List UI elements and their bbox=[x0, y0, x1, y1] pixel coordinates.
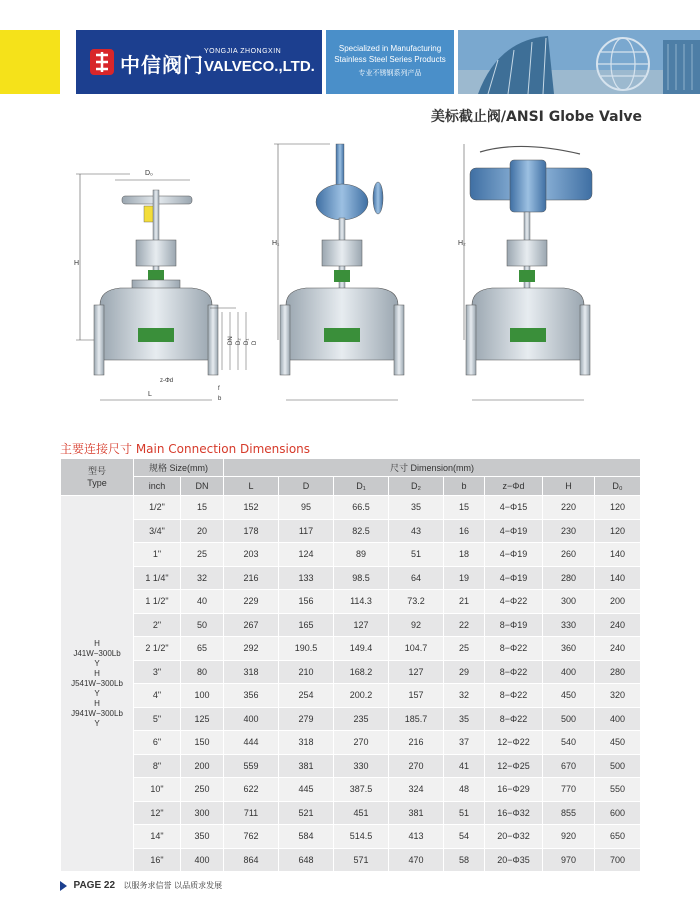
table-row bbox=[61, 778, 641, 802]
table-cell: 4−Φ15 bbox=[485, 496, 543, 520]
table-cell: 21 bbox=[444, 590, 485, 614]
page-footer bbox=[60, 880, 222, 891]
table-cell: 356 bbox=[224, 684, 279, 708]
table-cell: 970 bbox=[543, 848, 595, 872]
logo-pinyin: YONGJIA ZHONGXIN bbox=[204, 48, 282, 55]
table-cell: 210 bbox=[279, 660, 334, 684]
table-cell: 12−Φ22 bbox=[485, 731, 543, 755]
table-cell: 157 bbox=[389, 684, 444, 708]
table-cell: 8" bbox=[134, 754, 181, 778]
table-cell: 400 bbox=[543, 660, 595, 684]
label-D1: D₁ bbox=[244, 338, 250, 345]
table-cell: 550 bbox=[595, 778, 641, 802]
table-cell: 3/4" bbox=[134, 519, 181, 543]
table-cell: 381 bbox=[279, 754, 334, 778]
table-row bbox=[61, 613, 641, 637]
table-cell: 152 bbox=[224, 496, 279, 520]
table-cell: 4−Φ19 bbox=[485, 566, 543, 590]
table-cell: 318 bbox=[279, 731, 334, 755]
table-cell: 98.5 bbox=[334, 566, 389, 590]
table-cell: 762 bbox=[224, 825, 279, 849]
table-cell: 82.5 bbox=[334, 519, 389, 543]
page-title: 美标截止阀/ANSI Globe Valve bbox=[430, 109, 642, 125]
table-cell: 22 bbox=[444, 613, 485, 637]
table-cell: 8−Φ22 bbox=[485, 684, 543, 708]
table-cell: 16" bbox=[134, 848, 181, 872]
table-cell: 648 bbox=[279, 848, 334, 872]
table-cell: 19 bbox=[444, 566, 485, 590]
type-header-en: Type bbox=[87, 478, 107, 488]
table-body bbox=[61, 496, 641, 872]
table-cell: 12−Φ25 bbox=[485, 754, 543, 778]
table-cell: 584 bbox=[279, 825, 334, 849]
column-header: DN bbox=[181, 477, 224, 496]
play-arrow-icon bbox=[60, 881, 67, 891]
table-cell: 300 bbox=[543, 590, 595, 614]
table-cell: 8−Φ22 bbox=[485, 637, 543, 661]
label-H1: H₁ bbox=[272, 240, 280, 247]
type-line: J541W−300Lb bbox=[71, 678, 123, 688]
size-header: 规格 Size(mm) bbox=[134, 459, 224, 477]
type-line: H bbox=[94, 638, 100, 648]
label-b: b bbox=[218, 396, 222, 402]
table-cell: 450 bbox=[595, 731, 641, 755]
table-cell: 127 bbox=[389, 660, 444, 684]
table-cell: 254 bbox=[279, 684, 334, 708]
yellow-tab bbox=[0, 30, 60, 94]
table-cell: 267 bbox=[224, 613, 279, 637]
column-header: z−Φd bbox=[485, 477, 543, 496]
type-header-cn: 型号 bbox=[87, 466, 106, 476]
type-line: J41W−300Lb bbox=[73, 648, 121, 658]
table-cell: 89 bbox=[334, 543, 389, 567]
table-cell: 140 bbox=[595, 543, 641, 567]
table-cell: 20−Φ35 bbox=[485, 848, 543, 872]
table-cell: 451 bbox=[334, 801, 389, 825]
label-D2: D₂ bbox=[236, 338, 242, 345]
table-cell: 1/2" bbox=[134, 496, 181, 520]
footer-slogan: 以服务求信誉 以品质求发展 bbox=[123, 881, 223, 891]
table-cell: 240 bbox=[595, 637, 641, 661]
type-line: J941W−300Lb bbox=[71, 708, 123, 718]
column-header: D bbox=[279, 477, 334, 496]
handwheel-globe-valve-drawing bbox=[74, 170, 258, 402]
column-header: inch bbox=[134, 477, 181, 496]
table-cell: 514.5 bbox=[334, 825, 389, 849]
table-row bbox=[61, 801, 641, 825]
table-cell: 500 bbox=[543, 707, 595, 731]
table-cell: 190.5 bbox=[279, 637, 334, 661]
table-cell: 413 bbox=[389, 825, 444, 849]
table-row bbox=[61, 519, 641, 543]
table-cell: 1 1/4" bbox=[134, 566, 181, 590]
table-cell: 14" bbox=[134, 825, 181, 849]
table-cell: 117 bbox=[279, 519, 334, 543]
company-logo-icon bbox=[88, 47, 116, 77]
table-cell: 15 bbox=[444, 496, 485, 520]
type-line: H bbox=[94, 668, 100, 678]
table-cell: 18 bbox=[444, 543, 485, 567]
table-cell: 216 bbox=[224, 566, 279, 590]
header-photo-graphic bbox=[458, 30, 700, 94]
table-cell: 6" bbox=[134, 731, 181, 755]
table-cell: 168.2 bbox=[334, 660, 389, 684]
table-cell: 203 bbox=[224, 543, 279, 567]
table-cell: 104.7 bbox=[389, 637, 444, 661]
type-line: Y bbox=[94, 688, 100, 698]
label-H: H bbox=[74, 260, 80, 267]
dimension-header: 尺寸 Dimension(mm) bbox=[224, 459, 641, 477]
label-D0: D₀ bbox=[145, 170, 153, 177]
table-cell: 16−Φ32 bbox=[485, 801, 543, 825]
type-cell bbox=[61, 496, 134, 872]
table-cell: 165 bbox=[279, 613, 334, 637]
page-number: PAGE 22 bbox=[73, 880, 116, 892]
table-cell: 260 bbox=[543, 543, 595, 567]
table-cell: 65 bbox=[181, 637, 224, 661]
table-cell: 280 bbox=[543, 566, 595, 590]
table-cell: 381 bbox=[389, 801, 444, 825]
type-header bbox=[61, 459, 134, 496]
table-cell: 559 bbox=[224, 754, 279, 778]
gear-globe-valve-drawing bbox=[272, 144, 404, 400]
company-logo-block bbox=[76, 30, 322, 94]
electric-globe-valve-drawing bbox=[458, 144, 592, 400]
table-cell: 32 bbox=[444, 684, 485, 708]
table-row bbox=[61, 637, 641, 661]
table-cell: 622 bbox=[224, 778, 279, 802]
table-cell: 4−Φ19 bbox=[485, 519, 543, 543]
table-cell: 470 bbox=[389, 848, 444, 872]
table-cell: 270 bbox=[334, 731, 389, 755]
table-cell: 20−Φ32 bbox=[485, 825, 543, 849]
table-cell: 10" bbox=[134, 778, 181, 802]
table-cell: 400 bbox=[595, 707, 641, 731]
table-cell: 8−Φ22 bbox=[485, 707, 543, 731]
table-cell: 200.2 bbox=[334, 684, 389, 708]
table-cell: 600 bbox=[595, 801, 641, 825]
logo-english-name: VALVECO.,LTD. bbox=[204, 58, 315, 75]
table-cell: 3" bbox=[134, 660, 181, 684]
table-cell: 770 bbox=[543, 778, 595, 802]
table-cell: 149.4 bbox=[334, 637, 389, 661]
label-f: f bbox=[218, 386, 220, 392]
label-DN: DN bbox=[228, 336, 234, 345]
table-cell: 40 bbox=[181, 590, 224, 614]
table-cell: 230 bbox=[543, 519, 595, 543]
table-cell: 41 bbox=[444, 754, 485, 778]
table-cell: 127 bbox=[334, 613, 389, 637]
table-cell: 16−Φ29 bbox=[485, 778, 543, 802]
column-header: L bbox=[224, 477, 279, 496]
table-cell: 35 bbox=[389, 496, 444, 520]
table-cell: 16 bbox=[444, 519, 485, 543]
table-cell: 500 bbox=[595, 754, 641, 778]
table-cell: 133 bbox=[279, 566, 334, 590]
table-row bbox=[61, 660, 641, 684]
table-cell: 279 bbox=[279, 707, 334, 731]
table-cell: 64 bbox=[389, 566, 444, 590]
table-cell: 4−Φ22 bbox=[485, 590, 543, 614]
table-cell: 35 bbox=[444, 707, 485, 731]
table-cell: 140 bbox=[595, 566, 641, 590]
table-cell: 387.5 bbox=[334, 778, 389, 802]
column-header: b bbox=[444, 477, 485, 496]
table-cell: 330 bbox=[334, 754, 389, 778]
table-cell: 229 bbox=[224, 590, 279, 614]
table-cell: 855 bbox=[543, 801, 595, 825]
table-cell: 58 bbox=[444, 848, 485, 872]
table-cell: 156 bbox=[279, 590, 334, 614]
table-cell: 200 bbox=[595, 590, 641, 614]
table-cell: 185.7 bbox=[389, 707, 444, 731]
table-cell: 124 bbox=[279, 543, 334, 567]
table-cell: 25 bbox=[181, 543, 224, 567]
type-line: Y bbox=[94, 658, 100, 668]
table-cell: 51 bbox=[389, 543, 444, 567]
table-cell: 1" bbox=[134, 543, 181, 567]
table-cell: 50 bbox=[181, 613, 224, 637]
table-cell: 360 bbox=[543, 637, 595, 661]
table-cell: 48 bbox=[444, 778, 485, 802]
table-cell: 300 bbox=[181, 801, 224, 825]
tagline-line-2: Stainless Steel Series Products bbox=[334, 55, 446, 64]
table-cell: 92 bbox=[389, 613, 444, 637]
table-cell: 66.5 bbox=[334, 496, 389, 520]
tagline-block bbox=[326, 30, 454, 94]
table-cell: 51 bbox=[444, 801, 485, 825]
table-cell: 32 bbox=[181, 566, 224, 590]
table-cell: 150 bbox=[181, 731, 224, 755]
table-cell: 4" bbox=[134, 684, 181, 708]
table-cell: 450 bbox=[543, 684, 595, 708]
tagline-line-1: Specialized in Manufacturing bbox=[338, 44, 442, 53]
table-cell: 4−Φ19 bbox=[485, 543, 543, 567]
table-cell: 25 bbox=[444, 637, 485, 661]
label-z: z-Φd bbox=[160, 378, 174, 384]
table-cell: 12" bbox=[134, 801, 181, 825]
table-row bbox=[61, 825, 641, 849]
column-header: D₁ bbox=[334, 477, 389, 496]
table-cell: 43 bbox=[389, 519, 444, 543]
table-cell: 8−Φ19 bbox=[485, 613, 543, 637]
table-cell: 15 bbox=[181, 496, 224, 520]
table-cell: 650 bbox=[595, 825, 641, 849]
section-title: 主要连接尺寸 Main Connection Dimensions bbox=[60, 442, 311, 456]
table-row bbox=[61, 566, 641, 590]
label-L: L bbox=[148, 391, 152, 398]
table-row bbox=[61, 731, 641, 755]
table-cell: 320 bbox=[595, 684, 641, 708]
table-cell: 80 bbox=[181, 660, 224, 684]
table-cell: 270 bbox=[389, 754, 444, 778]
table-cell: 445 bbox=[279, 778, 334, 802]
table-cell: 125 bbox=[181, 707, 224, 731]
header-photo-image bbox=[458, 30, 700, 94]
table-cell: 235 bbox=[334, 707, 389, 731]
table-cell: 100 bbox=[181, 684, 224, 708]
table-cell: 2 1/2" bbox=[134, 637, 181, 661]
table-cell: 54 bbox=[444, 825, 485, 849]
table-cell: 400 bbox=[224, 707, 279, 731]
table-row bbox=[61, 590, 641, 614]
table-row bbox=[61, 496, 641, 520]
table-cell: 114.3 bbox=[334, 590, 389, 614]
label-H2: H₂ bbox=[458, 240, 466, 247]
table-cell: 864 bbox=[224, 848, 279, 872]
table-row bbox=[61, 848, 641, 872]
label-D: D bbox=[252, 340, 258, 345]
table-cell: 700 bbox=[595, 848, 641, 872]
column-header: H bbox=[543, 477, 595, 496]
column-header: D₂ bbox=[389, 477, 444, 496]
type-line: H bbox=[94, 698, 100, 708]
table-cell: 73.2 bbox=[389, 590, 444, 614]
table-cell: 220 bbox=[543, 496, 595, 520]
column-header: D₀ bbox=[595, 477, 641, 496]
table-cell: 8−Φ22 bbox=[485, 660, 543, 684]
table-cell: 350 bbox=[181, 825, 224, 849]
table-cell: 670 bbox=[543, 754, 595, 778]
table-row bbox=[61, 543, 641, 567]
table-cell: 250 bbox=[181, 778, 224, 802]
table-cell: 2" bbox=[134, 613, 181, 637]
table-cell: 920 bbox=[543, 825, 595, 849]
table-cell: 444 bbox=[224, 731, 279, 755]
table-cell: 120 bbox=[595, 519, 641, 543]
logo-chinese-name: 中信阀门 bbox=[120, 53, 204, 77]
valve-drawings bbox=[60, 130, 650, 410]
table-row bbox=[61, 754, 641, 778]
table-cell: 711 bbox=[224, 801, 279, 825]
table-cell: 20 bbox=[181, 519, 224, 543]
table-cell: 330 bbox=[543, 613, 595, 637]
table-cell: 240 bbox=[595, 613, 641, 637]
table-cell: 95 bbox=[279, 496, 334, 520]
table-cell: 280 bbox=[595, 660, 641, 684]
table-row bbox=[61, 707, 641, 731]
table-cell: 29 bbox=[444, 660, 485, 684]
table-cell: 571 bbox=[334, 848, 389, 872]
table-cell: 5" bbox=[134, 707, 181, 731]
table-cell: 120 bbox=[595, 496, 641, 520]
table-cell: 324 bbox=[389, 778, 444, 802]
table-row bbox=[61, 684, 641, 708]
table-cell: 540 bbox=[543, 731, 595, 755]
table-cell: 318 bbox=[224, 660, 279, 684]
table-cell: 521 bbox=[279, 801, 334, 825]
tagline-chinese: 专业不锈钢系列产品 bbox=[358, 69, 422, 77]
type-line: Y bbox=[94, 718, 100, 728]
table-cell: 1 1/2" bbox=[134, 590, 181, 614]
dimensions-table bbox=[60, 458, 641, 872]
table-cell: 37 bbox=[444, 731, 485, 755]
table-cell: 400 bbox=[181, 848, 224, 872]
table-cell: 216 bbox=[389, 731, 444, 755]
table-cell: 292 bbox=[224, 637, 279, 661]
table-cell: 200 bbox=[181, 754, 224, 778]
table-cell: 178 bbox=[224, 519, 279, 543]
